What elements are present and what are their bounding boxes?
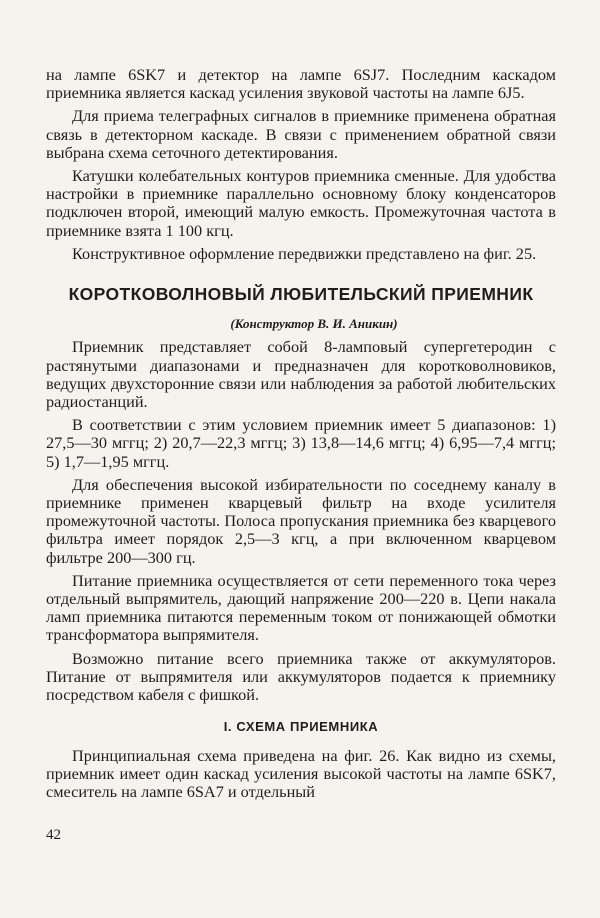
paragraph: Конструктивное оформление передвижки представлено на фиг. 25. — [72, 243, 537, 263]
paragraph: Для обеспечения высокой избирательности по соседнему каналу в приемнике применен кварцевый фильтр на входе усилителя промежуточной частоты. Полоса пропускания приемника без кварцевого фильтра имеет порядок 2,5—3 кгц, а при включенном кварцевом фильтре 200—300 гц. — [46, 474, 556, 567]
paragraph: Питание приемника осуществляется от сети переменного тока через отдельный выпрямитель, дающий напряжение 200—220 в. Цепи накала ламп приемника питаются переменным током от понижающей обмотки трансформатора выпрямителя. — [46, 570, 556, 645]
section-heading: I. СХЕМА ПРИЕМНИКА — [223, 719, 379, 735]
paragraph: на лампе 6SK7 и детектор на лампе 6SJ7. Последним каскадом приемника является каскад усиления звуковой частоты на лампе 6J5. — [46, 65, 556, 103]
page-text — [46, 66, 556, 806]
paragraph: Принципиальная схема приведена на фиг. 26. Как видно из схемы, приемник имеет один каскад усиления высокой частоты на лампе 6SK7, смеситель на лампе 6SA7 и отдельный — [46, 745, 556, 801]
paragraph: В соответствии с этим условием приемник имеет 5 диапазонов: 1) 27,5—30 мггц; 2) 20,7—22,3 мггц; 3) 13,8—14,6 мггц; 4) 6,95—7,4 мггц; 5) 1,7—1,95 мггц. — [46, 415, 556, 471]
paragraph: Возможно питание всего приемника также от аккумуляторов. Питание от выпрямителя или аккумуляторов подается к приемнику посредством кабеля с фишкой. — [46, 648, 556, 705]
paragraph: Катушки колебательных контуров приемника сменные. Для удобства настройки в приемнике параллельно основному блоку конденсаторов подключен второй, имеющий малую емкость. Промежуточная частота в приемнике взята 1 100 кгц. — [46, 166, 556, 240]
page-number: 42 — [46, 827, 61, 843]
paragraph: Приемник представляет собой 8-ламповый супергетеродин с растянутыми диапазонами и предназначен для коротковолновиков, ведущих двухсторонние связи или наблюдения за работой любительских радиостанций. — [46, 337, 556, 412]
paragraph: Для приема телеграфных сигналов в приемнике применена обратная связь в детекторном каскаде. В связи с применением обратной связи выбрана схема сеточного детектирования. — [46, 106, 556, 162]
chapter-title: КОРОТКОВОЛНОВЫЙ ЛЮБИТЕЛЬСКИЙ ПРИЕМНИК — [68, 284, 534, 305]
author-byline: (Конструктор В. И. Аникин) — [230, 316, 398, 332]
